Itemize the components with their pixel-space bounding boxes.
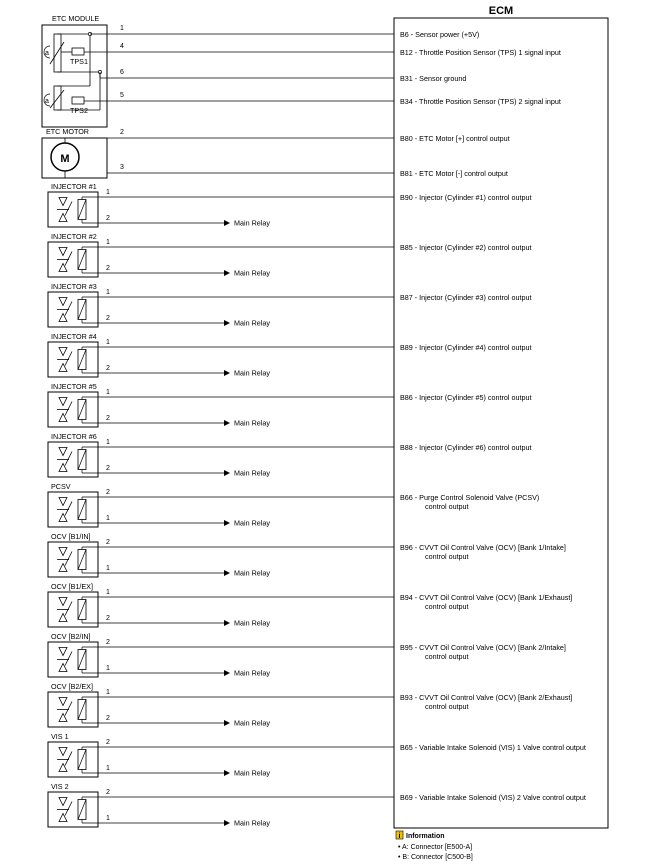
solenoid-component — [48, 382, 531, 428]
ecm-pin-number: 1 — [106, 289, 110, 296]
ecm-terminal-label-cont: control output — [425, 702, 469, 711]
solenoid-component — [48, 282, 531, 328]
solenoid-list — [48, 182, 586, 828]
ecm-pin-number: 2 — [106, 639, 110, 646]
relay-pin-number: 2 — [106, 465, 110, 472]
relay-pin-number: 2 — [106, 215, 110, 222]
etc-wire — [107, 129, 510, 143]
relay-pin-number: 2 — [106, 265, 110, 272]
ecm-terminal-label-cont: control output — [425, 502, 469, 511]
information-note — [396, 831, 473, 861]
main-relay-label: Main Relay — [234, 368, 270, 378]
main-relay-label: Main Relay — [234, 818, 270, 828]
solenoid-component — [48, 782, 586, 828]
solenoid-valve-icon — [57, 648, 86, 672]
tps1-label: TPS1 — [70, 57, 88, 66]
main-relay-label: Main Relay — [234, 418, 270, 428]
solenoid-valve-icon — [57, 398, 86, 422]
relay-pin-number: 1 — [106, 765, 110, 772]
ecm-terminal-label: B87 - Injector (Cylinder #3) control output — [400, 293, 532, 302]
component-name: INJECTOR #5 — [51, 382, 97, 391]
motor-symbol: M — [60, 153, 70, 165]
ecm-terminal-label: B69 - Variable Intake Solenoid (VIS) 2 Valve control output — [400, 793, 586, 802]
ecm-pin-number: 2 — [106, 789, 110, 796]
tps2-label: TPS2 — [70, 106, 88, 115]
ecm-terminal-label: B6 - Sensor power (+5V) — [400, 30, 480, 39]
solenoid-component — [48, 432, 531, 478]
information-note-b: • B: Connector [C500-B] — [398, 854, 473, 861]
ecm-terminal-label: B12 - Throttle Position Sensor (TPS) 1 signal input — [400, 48, 561, 57]
ecm-terminal-label: B96 - CVVT Oil Control Valve (OCV) [Bank 1/Intake] — [400, 543, 566, 552]
solenoid-component — [48, 182, 531, 228]
solenoid-valve-icon — [57, 748, 86, 772]
ecm-terminal-label: B88 - Injector (Cylinder #6) control output — [400, 443, 532, 452]
relay-pin-number: 1 — [106, 515, 110, 522]
relay-pin-number: 2 — [106, 315, 110, 322]
main-relay-label: Main Relay — [234, 518, 270, 528]
wire-pin-number: 4 — [120, 43, 124, 50]
tps2-symbol: a — [45, 98, 49, 105]
ecm-pin-number: 1 — [106, 189, 110, 196]
main-relay-label: Main Relay — [234, 218, 270, 228]
main-relay-label: Main Relay — [234, 668, 270, 678]
tps1-sensor — [44, 34, 107, 72]
main-relay-label: Main Relay — [234, 618, 270, 628]
ecm-terminal-label: B95 - CVVT Oil Control Valve (OCV) [Bank 2/Intake] — [400, 643, 566, 652]
information-title: Information — [406, 833, 445, 840]
solenoid-valve-icon — [57, 798, 86, 822]
solenoid-valve-icon — [57, 598, 86, 622]
relay-pin-number: 2 — [106, 615, 110, 622]
solenoid-component — [48, 532, 566, 578]
solenoid-component — [48, 632, 566, 678]
wire-pin-number: 5 — [120, 92, 124, 99]
ecm-terminal-label: B80 - ETC Motor [+] control output — [400, 134, 510, 143]
relay-pin-number: 1 — [106, 565, 110, 572]
information-note-a: • A: Connector [E500-A] — [398, 844, 473, 851]
relay-pin-number: 1 — [106, 665, 110, 672]
solenoid-valve-icon — [57, 348, 86, 372]
component-name: INJECTOR #3 — [51, 282, 97, 291]
ecm-terminal-label: B34 - Throttle Position Sensor (TPS) 2 signal input — [400, 97, 561, 106]
ecm-pin-number: 1 — [106, 689, 110, 696]
etc-wire — [107, 164, 508, 178]
relay-pin-number: 1 — [106, 815, 110, 822]
ecm-terminal-label-cont: control output — [425, 552, 469, 561]
component-name: INJECTOR #1 — [51, 182, 97, 191]
ecm-terminal-label: B89 - Injector (Cylinder #4) control output — [400, 343, 532, 352]
solenoid-valve-icon — [57, 248, 86, 272]
main-relay-label: Main Relay — [234, 468, 270, 478]
solenoid-valve-icon — [57, 698, 86, 722]
ecm-pin-number: 2 — [106, 489, 110, 496]
ecm-terminal-label: B93 - CVVT Oil Control Valve (OCV) [Bank 2/Exhaust] — [400, 693, 573, 702]
solenoid-component — [48, 682, 572, 728]
ecm-terminal-label: B81 - ETC Motor [-] control output — [400, 169, 508, 178]
component-name: OCV [B1/IN] — [51, 532, 91, 541]
relay-pin-number: 2 — [106, 365, 110, 372]
ecm-terminal-label: B94 - CVVT Oil Control Valve (OCV) [Bank 1/Exhaust] — [400, 593, 573, 602]
ecm-terminal-label: B66 - Purge Control Solenoid Valve (PCSV) — [400, 493, 540, 502]
ecm-pin-number: 1 — [106, 389, 110, 396]
solenoid-component — [48, 332, 531, 378]
ecm-pin-number: 1 — [106, 439, 110, 446]
ecm-terminal-label: B85 - Injector (Cylinder #2) control output — [400, 243, 532, 252]
main-relay-label: Main Relay — [234, 768, 270, 778]
component-name: INJECTOR #6 — [51, 432, 97, 441]
etc-motor — [42, 127, 107, 178]
solenoid-valve-icon — [57, 298, 86, 322]
wire-pin-number: 6 — [120, 69, 124, 76]
wire-pin-number: 2 — [120, 129, 124, 136]
ecm-title: ECM — [488, 5, 514, 17]
solenoid-valve-icon — [57, 448, 86, 472]
component-name: PCSV — [51, 482, 71, 491]
ecm-pin-number: 1 — [106, 239, 110, 246]
etc-motor-title: ETC MOTOR — [46, 127, 89, 136]
ecm-terminal-label: B31 - Sensor ground — [400, 74, 467, 83]
ecm-pin-number: 1 — [106, 589, 110, 596]
ecm-pin-number: 2 — [106, 739, 110, 746]
etc-wire — [100, 69, 466, 83]
ecm-pin-number: 2 — [106, 539, 110, 546]
solenoid-valve-icon — [57, 198, 86, 222]
solenoid-component — [48, 482, 539, 528]
tps1-symbol: a — [45, 50, 49, 57]
main-relay-label: Main Relay — [234, 318, 270, 328]
solenoid-component — [48, 232, 531, 278]
relay-pin-number: 2 — [106, 415, 110, 422]
ecm-terminal-label: B90 - Injector (Cylinder #1) control output — [400, 193, 532, 202]
component-name: VIS 2 — [51, 782, 69, 791]
main-relay-label: Main Relay — [234, 268, 270, 278]
component-name: OCV [B2/IN] — [51, 632, 91, 641]
component-name: OCV [B2/EX] — [51, 682, 93, 691]
component-name: VIS 1 — [51, 732, 69, 741]
etc-wire — [90, 25, 479, 39]
etc-wire — [107, 92, 561, 106]
tps2-sensor — [44, 34, 107, 115]
main-relay-label: Main Relay — [234, 568, 270, 578]
ecm-terminal-label-cont: control output — [425, 652, 469, 661]
etc-wire — [107, 43, 561, 57]
relay-pin-number: 2 — [106, 715, 110, 722]
svg-text:i: i — [398, 833, 401, 840]
solenoid-valve-icon — [57, 498, 86, 522]
solenoid-component — [48, 732, 586, 778]
ecm-terminal-label: B86 - Injector (Cylinder #5) control output — [400, 393, 532, 402]
solenoid-valve-icon — [57, 548, 86, 572]
ecm-pin-number: 1 — [106, 339, 110, 346]
etc-module-title: ETC MODULE — [52, 14, 100, 23]
wire-pin-number: 1 — [120, 25, 124, 32]
ecm-terminal-label-cont: control output — [425, 602, 469, 611]
component-name: INJECTOR #4 — [51, 332, 97, 341]
wire-pin-number: 3 — [120, 164, 124, 171]
solenoid-component — [48, 582, 572, 628]
etc-wires — [65, 25, 561, 178]
ecm-terminal-label: B65 - Variable Intake Solenoid (VIS) 1 Valve control output — [400, 743, 586, 752]
etc-module — [42, 14, 107, 127]
main-relay-label: Main Relay — [234, 718, 270, 728]
component-name: OCV [B1/EX] — [51, 582, 93, 591]
component-name: INJECTOR #2 — [51, 232, 97, 241]
